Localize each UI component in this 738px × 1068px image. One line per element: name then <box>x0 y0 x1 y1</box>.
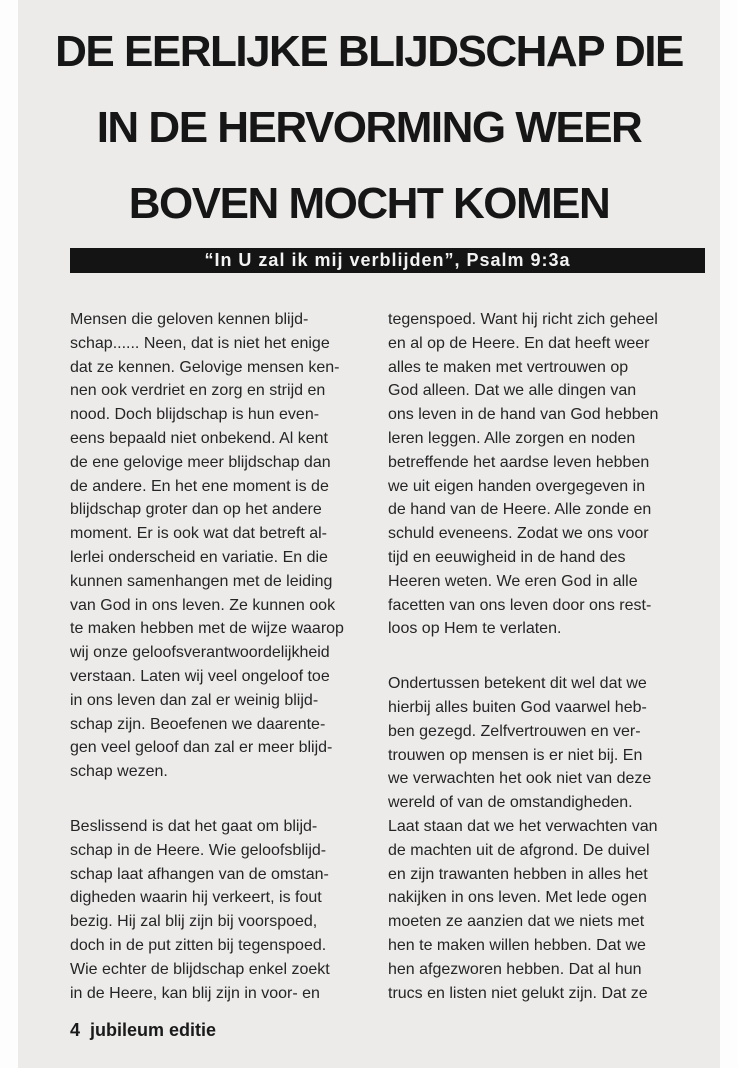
text-line: van God in ons leven. Ze kunnen ook <box>70 596 336 614</box>
text-line: schap...... Neen, dat is niet het enige <box>70 334 330 352</box>
text-line: dat ze kennen. Gelovige mensen ken- <box>70 358 340 376</box>
text-line: in ons leven dan zal er weinig blijd- <box>70 691 319 709</box>
text-line: schap in de Heere. Wie geloofsblijd- <box>70 841 327 859</box>
text-line: de machten uit de afgrond. De duivel <box>388 841 650 859</box>
text-line: trouwen op mensen is er niet bij. En <box>388 746 643 764</box>
text-line: loos op Hem te verlaten. <box>388 620 562 638</box>
title-line: IN DE HERVORMING WEER <box>96 103 642 152</box>
text-line: wij onze geloofsverantwoordelijkheid <box>70 644 330 662</box>
text-line: moeten ze aanzien dat we niets met <box>388 913 645 931</box>
text-line: ons leven in de hand van God hebben <box>388 406 659 424</box>
text-line: digheden waarin hij verkeert, is fout <box>70 889 322 907</box>
text-line: verstaan. Laten wij veel ongeloof toe <box>70 667 330 685</box>
paragraph <box>388 308 713 641</box>
paragraph <box>388 672 713 1005</box>
paragraph <box>70 308 375 784</box>
text-line: Laat staan dat we het verwachten van <box>388 817 658 835</box>
text-line: nood. Doch blijdschap is hun even- <box>70 406 320 424</box>
title-line: DE EERLIJKE BLIJDSCHAP DIE <box>55 27 683 76</box>
magazine-page <box>18 0 720 1068</box>
text-line: Mensen die geloven kennen blijd- <box>70 311 309 328</box>
text-line: schap zijn. Beoefenen we daarente- <box>70 715 326 733</box>
text-line: schap wezen. <box>70 763 168 781</box>
text-line: facetten van ons leven door ons rest- <box>388 596 652 614</box>
text-line: nen ook verdriet en zorg en strijd en <box>70 382 326 400</box>
text-line: Beslissend is dat het gaat om blijd- <box>70 817 318 835</box>
text-line: ben gezegd. Zelfvertrouwen en ver- <box>388 722 641 740</box>
right-column <box>388 308 713 1036</box>
text-line: lerlei onderscheid en variatie. En die <box>70 548 328 566</box>
text-line: betreffende het aardse leven hebben <box>388 453 650 471</box>
text-line: we uit eigen handen overgegeven in <box>388 477 646 495</box>
text-line: God alleen. Dat we alle dingen van <box>388 382 637 400</box>
text-line: leren leggen. Alle zorgen en noden <box>388 429 636 447</box>
text-line: kunnen samenhangen met de leiding <box>70 572 333 590</box>
text-line: tegenspoed. Want hij richt zich geheel <box>388 311 658 328</box>
text-line: Ondertussen betekent dit wel dat we <box>388 675 647 693</box>
text-line: schuld eveneens. Zodat we ons voor <box>388 525 649 543</box>
text-line: in de Heere, kan blij zijn in voor- en <box>70 984 320 1002</box>
text-line: te maken hebben met de wijze waarop <box>70 620 344 638</box>
text-line: schap laat afhangen van de omstan- <box>70 865 329 883</box>
text-line: we verwachten het ook niet van deze <box>388 770 652 788</box>
paragraph <box>70 815 375 1005</box>
text-line: de andere. En het ene moment is de <box>70 477 329 495</box>
text-line: en zijn trawanten hebben in alles het <box>388 865 648 883</box>
text-line: tijd en eeuwigheid in de hand des <box>388 548 626 566</box>
text-line: Heeren weten. We eren God in alle <box>388 572 638 590</box>
text-line: hierbij alles buiten God vaarwel heb- <box>388 698 647 716</box>
text-line: Wie echter de blijdschap enkel zoekt <box>70 960 330 978</box>
left-column <box>70 308 375 1036</box>
text-line: de hand van de Heere. Alle zonde en <box>388 501 652 519</box>
scripture-banner: “In U zal ik mij verblijden”, Psalm 9:3a <box>70 248 705 273</box>
text-line: de ene gelovige meer blijdschap dan <box>70 453 331 471</box>
text-line: blijdschap groter dan op het andere <box>70 501 322 519</box>
text-line: hen te maken willen hebben. Dat we <box>388 936 646 954</box>
text-line: alles te maken met vertrouwen op <box>388 358 629 376</box>
text-line: doch in de put zitten bij tegenspoed. <box>70 936 327 954</box>
text-line: moment. Er is ook wat dat betreft al- <box>70 525 327 543</box>
text-line: en al op de Heere. En dat heeft weer <box>388 334 650 352</box>
text-line: nakijken in ons leven. Met lede ogen <box>388 889 647 907</box>
text-line: hen afgezworen hebben. Dat al hun <box>388 960 642 978</box>
article-title <box>18 14 720 242</box>
text-line: trucs en listen niet gelukt zijn. Dat ze <box>388 984 648 1002</box>
title-line: BOVEN MOCHT KOMEN <box>128 179 610 228</box>
text-line: gen veel geloof dan zal er meer blijd- <box>70 739 333 757</box>
text-line: bezig. Hij zal blij zijn bij voorspoed, <box>70 913 318 931</box>
page-footer: 4 jubileum editie <box>70 1020 217 1040</box>
text-line: wereld of van de omstandigheden. <box>388 794 633 812</box>
text-line: eens bepaald niet onbekend. Al kent <box>70 429 328 447</box>
